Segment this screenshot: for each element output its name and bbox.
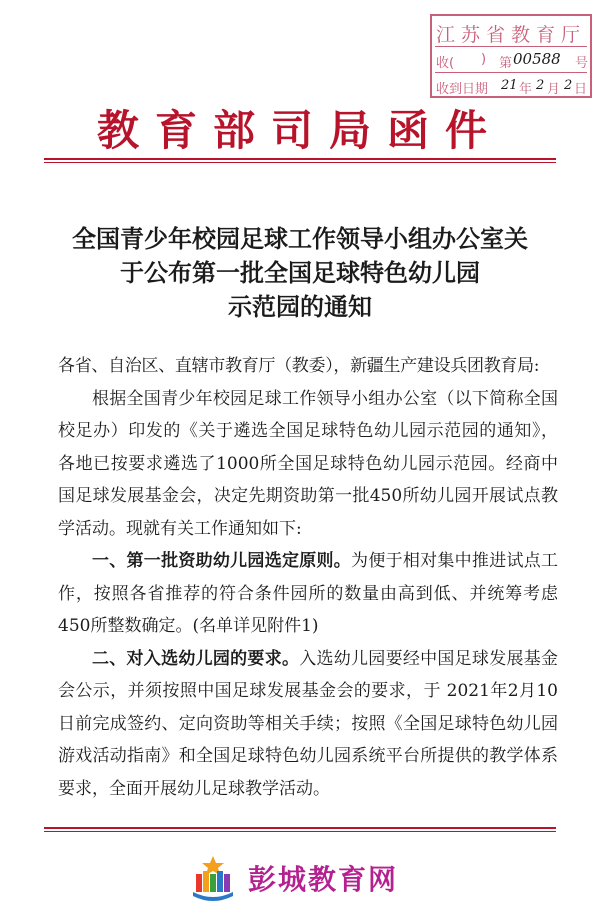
- letterhead-divider: [44, 158, 556, 160]
- section-1-text: 为便于相对集中推进试点工作，按照各省推荐的符合条件园所的数量由高到低、并统筹考虑450所整数确定。(名单详见附件1): [58, 551, 559, 636]
- book-logo-icon: [190, 852, 236, 902]
- stamp-date-day-unit: 日: [574, 82, 588, 97]
- section-1: [58, 545, 558, 643]
- stamp-number-suffix: 号: [575, 56, 589, 71]
- section-1-heading: 一、第一批资助幼儿园选定原则。: [92, 551, 352, 571]
- section-2-text: 入选幼儿园要经中国足球发展基金会公示，并须按照中国足球发展基金会的要求，于 2021年2月10日前完成签约、定向资助等相关手续；按照《全国足球特色幼儿园游戏活动指南》和全国足球特色幼儿园系统平台所提供的教学体系要求，全面开展幼儿足球教学活动。: [58, 648, 559, 799]
- stamp-date-year: 21: [501, 78, 518, 93]
- receipt-stamp: [430, 14, 592, 98]
- section-2: [58, 643, 558, 806]
- title-line-1: 全国青少年校园足球工作领导小组办公室关: [72, 224, 528, 253]
- intro-paragraph: 根据全国青少年校园足球工作领导小组办公室（以下简称全国校足办）印发的《关于遴选全国足球特色幼儿园示范园的通知》，各地已按要求遴选了1000所全国足球特色幼儿园示范园。经商中国足球发展基金会，决定先期资助第一批450所幼儿园开展试点教学活动。现就有关工作通知如下:: [58, 388, 558, 539]
- document-body: [58, 350, 558, 805]
- title-line-2: 于公布第一批全国足球特色幼儿园: [120, 258, 480, 287]
- stamp-date-row: [435, 72, 587, 99]
- stamp-date-month-unit: 月: [547, 82, 561, 97]
- site-logo[interactable]: [190, 852, 450, 902]
- footer-divider: [44, 827, 556, 829]
- stamp-receipt-close: ): [481, 52, 487, 67]
- section-2-heading: 二、对入选幼儿园的要求。: [92, 648, 300, 669]
- stamp-number-label: 第: [499, 56, 513, 71]
- stamp-title: 江苏省教育厅: [435, 24, 586, 46]
- letterhead-title: 教育部司局函件: [96, 106, 503, 155]
- stamp-date-year-unit: 年: [519, 82, 533, 97]
- stamp-date-label: 收到日期: [436, 82, 489, 97]
- letterhead-divider-thin: [44, 162, 556, 163]
- document-title: [0, 222, 600, 324]
- stamp-receipt-row: [435, 46, 587, 73]
- stamp-receipt-label: 收(: [436, 56, 455, 71]
- site-logo-text: 彭城教育网: [248, 863, 399, 896]
- title-line-3: 示范园的通知: [228, 292, 372, 321]
- stamp-receipt-number: 00588: [513, 50, 561, 68]
- footer-divider-thin: [44, 831, 556, 832]
- stamp-date-day: 2: [564, 78, 573, 93]
- addressee: 各省、自治区、直辖市教育厅（教委），新疆生产建设兵团教育局:: [58, 356, 540, 376]
- stamp-date-month: 2: [536, 78, 545, 93]
